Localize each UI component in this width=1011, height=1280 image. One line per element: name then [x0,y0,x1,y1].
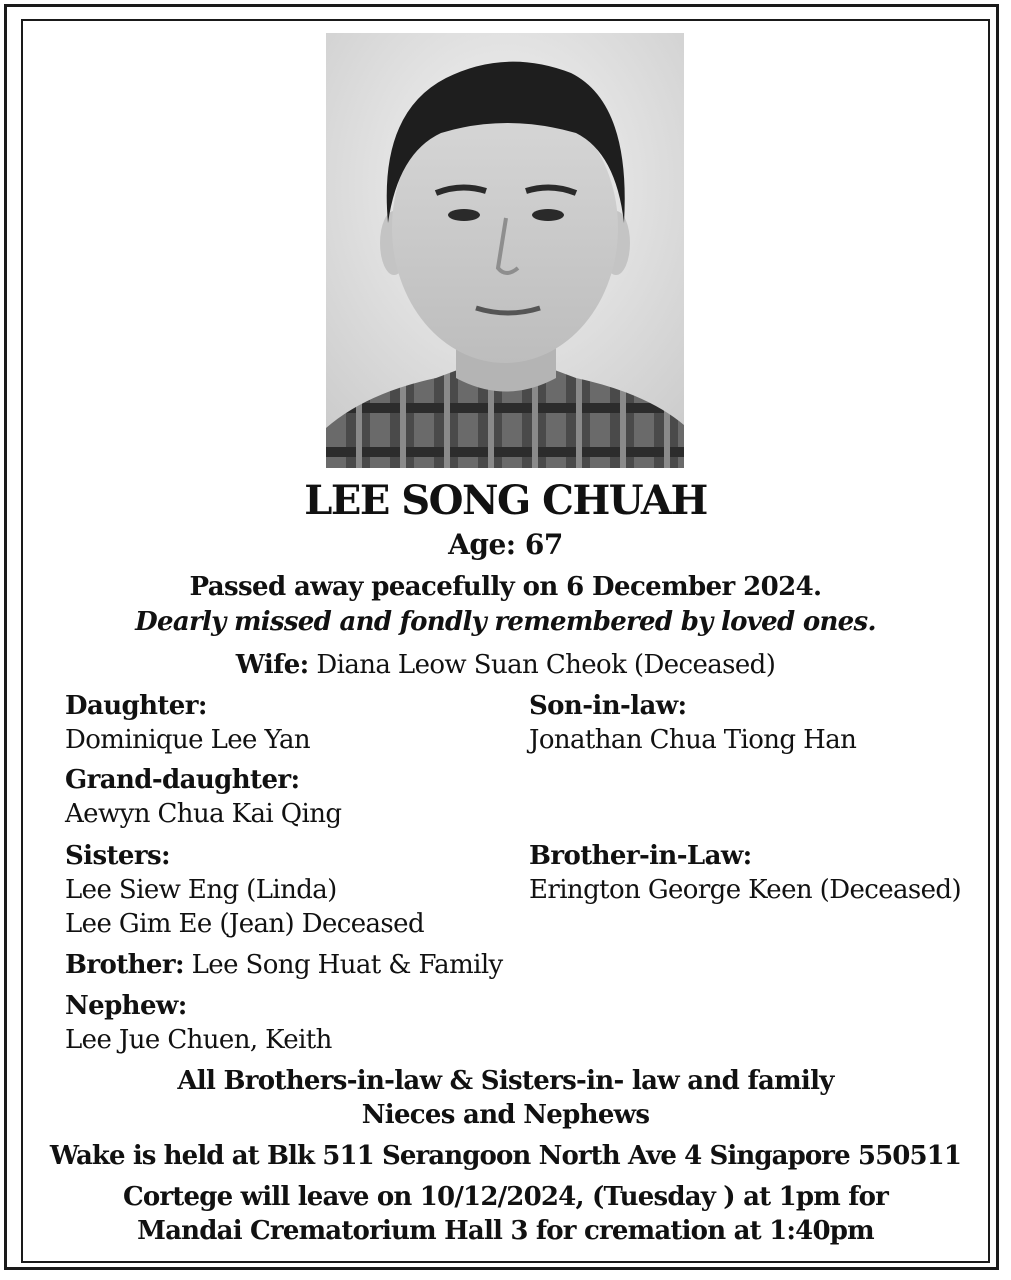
daughter-label: Daughter: [65,691,207,721]
brother-value: Lee Song Huat & Family [183,950,503,980]
passed-away-line: Passed away peacefully on 6 December 2024. [189,572,822,602]
portrait-photo [326,33,684,468]
all-inlaws-line: All Brothers-in-law & Sisters-in- law and family [177,1066,834,1096]
granddaughter-block [65,763,341,831]
brother-in-law-label: Brother-in-Law: [529,841,752,871]
son-in-law-label: Son-in-law: [529,691,687,721]
son-in-law-value: Jonathan Chua Tiong Han [529,725,857,755]
son-in-law-block [529,689,856,757]
wake-location-line: Wake is held at Blk 511 Serangoon North Ave 4 Singapore 550511 [49,1141,962,1171]
wife-label: Wife: [235,650,309,680]
wife-line [22,648,989,682]
sisters-block [65,839,424,941]
brother-label: Brother: [65,950,184,980]
sister-1: Lee Siew Eng (Linda) [65,875,337,905]
sisters-label: Sisters: [65,841,170,871]
granddaughter-value: Aewyn Chua Kai Qing [65,799,342,829]
brother-in-law-block [529,839,961,907]
deceased-name: LEE SONG CHUAH [304,477,707,524]
age-line: Age: 67 [448,528,563,561]
nephew-label: Nephew: [65,991,187,1021]
cortege-line-2: Mandai Crematorium Hall 3 for cremation at 1:40pm [137,1216,874,1246]
brother-in-law-value: Erington George Keen (Deceased) [529,875,962,905]
sister-2: Lee Gim Ee (Jean) Deceased [65,909,425,939]
daughter-block [65,689,310,757]
brother-line [65,948,503,982]
remembrance-line: Dearly missed and fondly remembered by loved ones. [135,607,876,637]
nieces-nephews-line: Nieces and Nephews [361,1100,650,1130]
cortege-line-1: Cortege will leave on 10/12/2024, (Tuesday ) at 1pm for [122,1182,889,1212]
nephew-value: Lee Jue Chuen, Keith [65,1025,332,1055]
granddaughter-label: Grand-daughter: [65,765,300,795]
nephew-block [65,989,332,1057]
daughter-value: Dominique Lee Yan [65,725,311,755]
wife-value: Diana Leow Suan Cheok (Deceased) [308,650,776,680]
